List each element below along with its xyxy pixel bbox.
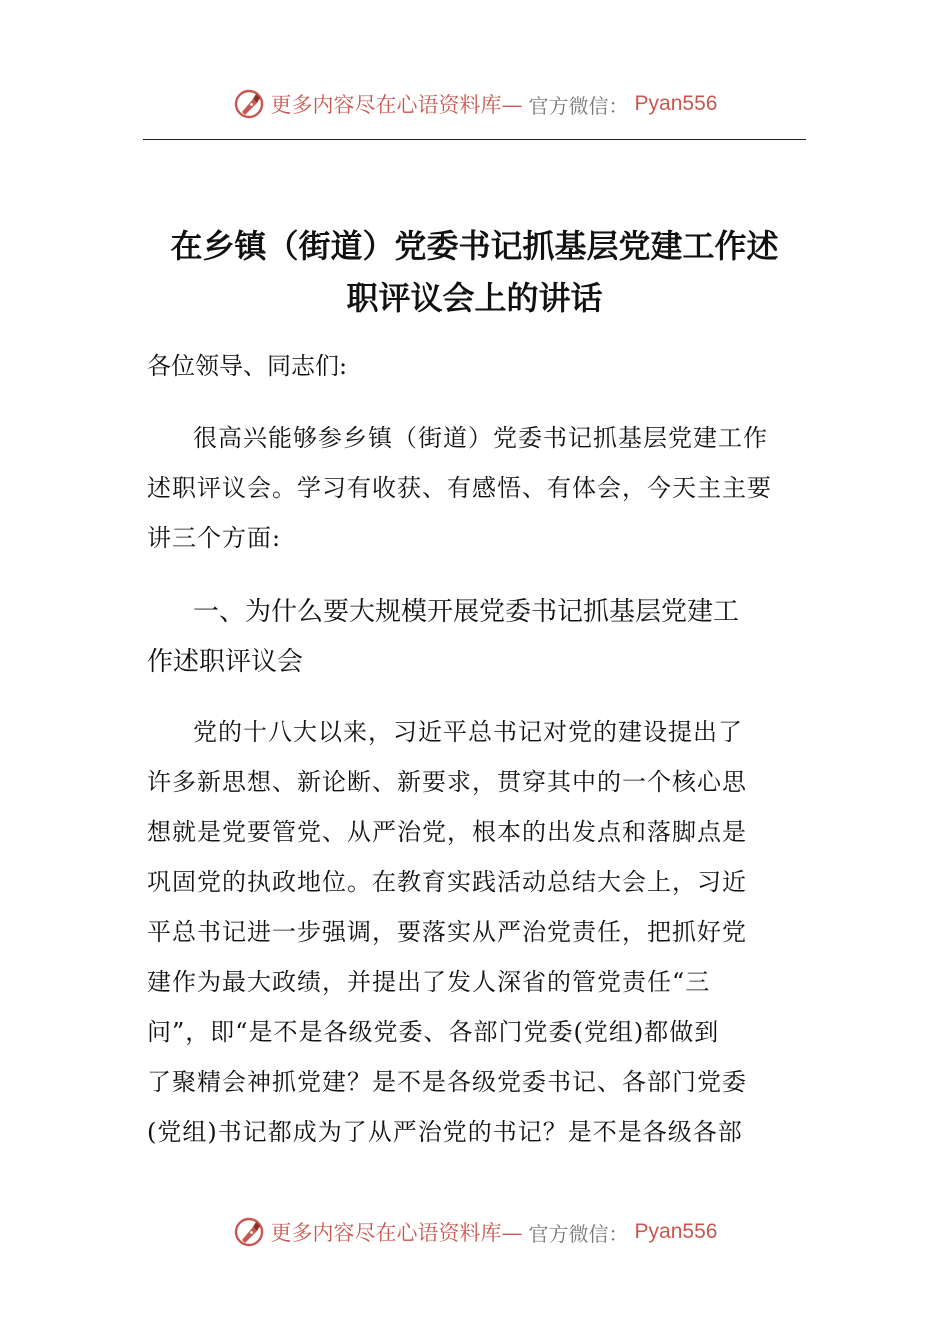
footer-watermark: [0, 1212, 950, 1252]
watermark-wechat-label: 官方微信：: [528, 1221, 629, 1246]
body-line: 党的十八大以来，习近平总书记对党的建设提出了: [193, 718, 743, 746]
document-title: [143, 220, 806, 324]
body-paragraph: [147, 707, 807, 1157]
pen-nib-logo-icon: [233, 88, 265, 120]
body-line: 平总书记进一步强调，要落实从严治党责任，把抓好党: [147, 918, 747, 946]
title-line-1: 在乡镇（街道）党委书记抓基层党建工作述: [170, 227, 779, 265]
header-watermark: [0, 84, 950, 124]
body-line: 巩固党的执政地位。在教育实践活动总结大会上，习近: [147, 868, 747, 896]
title-line-2: 职评议会上的讲话: [346, 279, 603, 317]
heading-line-1: 一、为什么要大规模开展党委书记抓基层党建工: [193, 597, 740, 627]
intro-line: 述职评议会。学习有收获、有感悟、有体会，今天主主要: [147, 474, 772, 502]
pen-nib-logo-icon: [233, 1216, 265, 1248]
watermark-main-text: 更多内容尽在心语资料库—: [270, 93, 523, 117]
body-line: 想就是党要管党、从严治党，根本的出发点和落脚点是: [147, 818, 747, 846]
body-line: 了聚精会神抓党建？是不是各级党委书记、各部门党委: [147, 1068, 747, 1096]
watermark-main-text: 更多内容尽在心语资料库—: [270, 1221, 523, 1245]
section-heading: [147, 587, 807, 687]
body-line: (党组)书记都成为了从严治党的书记？是不是各级各部: [147, 1118, 743, 1146]
salutation: 各位领导、同志们:: [147, 352, 348, 380]
intro-paragraph: [147, 413, 807, 563]
body-line: 问”，即“是不是各级党委、各部门党委(党组)都做到: [147, 1018, 720, 1046]
intro-line: 很高兴能够参乡镇（街道）党委书记抓基层党建工作: [193, 424, 768, 452]
heading-line-2: 作述职评议会: [147, 647, 304, 677]
header-divider: [143, 139, 806, 140]
intro-line: 讲三个方面:: [147, 524, 282, 552]
watermark-handle: Pyan556: [634, 92, 718, 115]
watermark-handle: Pyan556: [634, 1220, 718, 1243]
body-line: 建作为最大政绩，并提出了发人深省的管党责任“三: [147, 968, 711, 996]
watermark-wechat-label: 官方微信：: [528, 93, 629, 118]
body-line: 许多新思想、新论断、新要求，贯穿其中的一个核心思: [147, 768, 747, 796]
